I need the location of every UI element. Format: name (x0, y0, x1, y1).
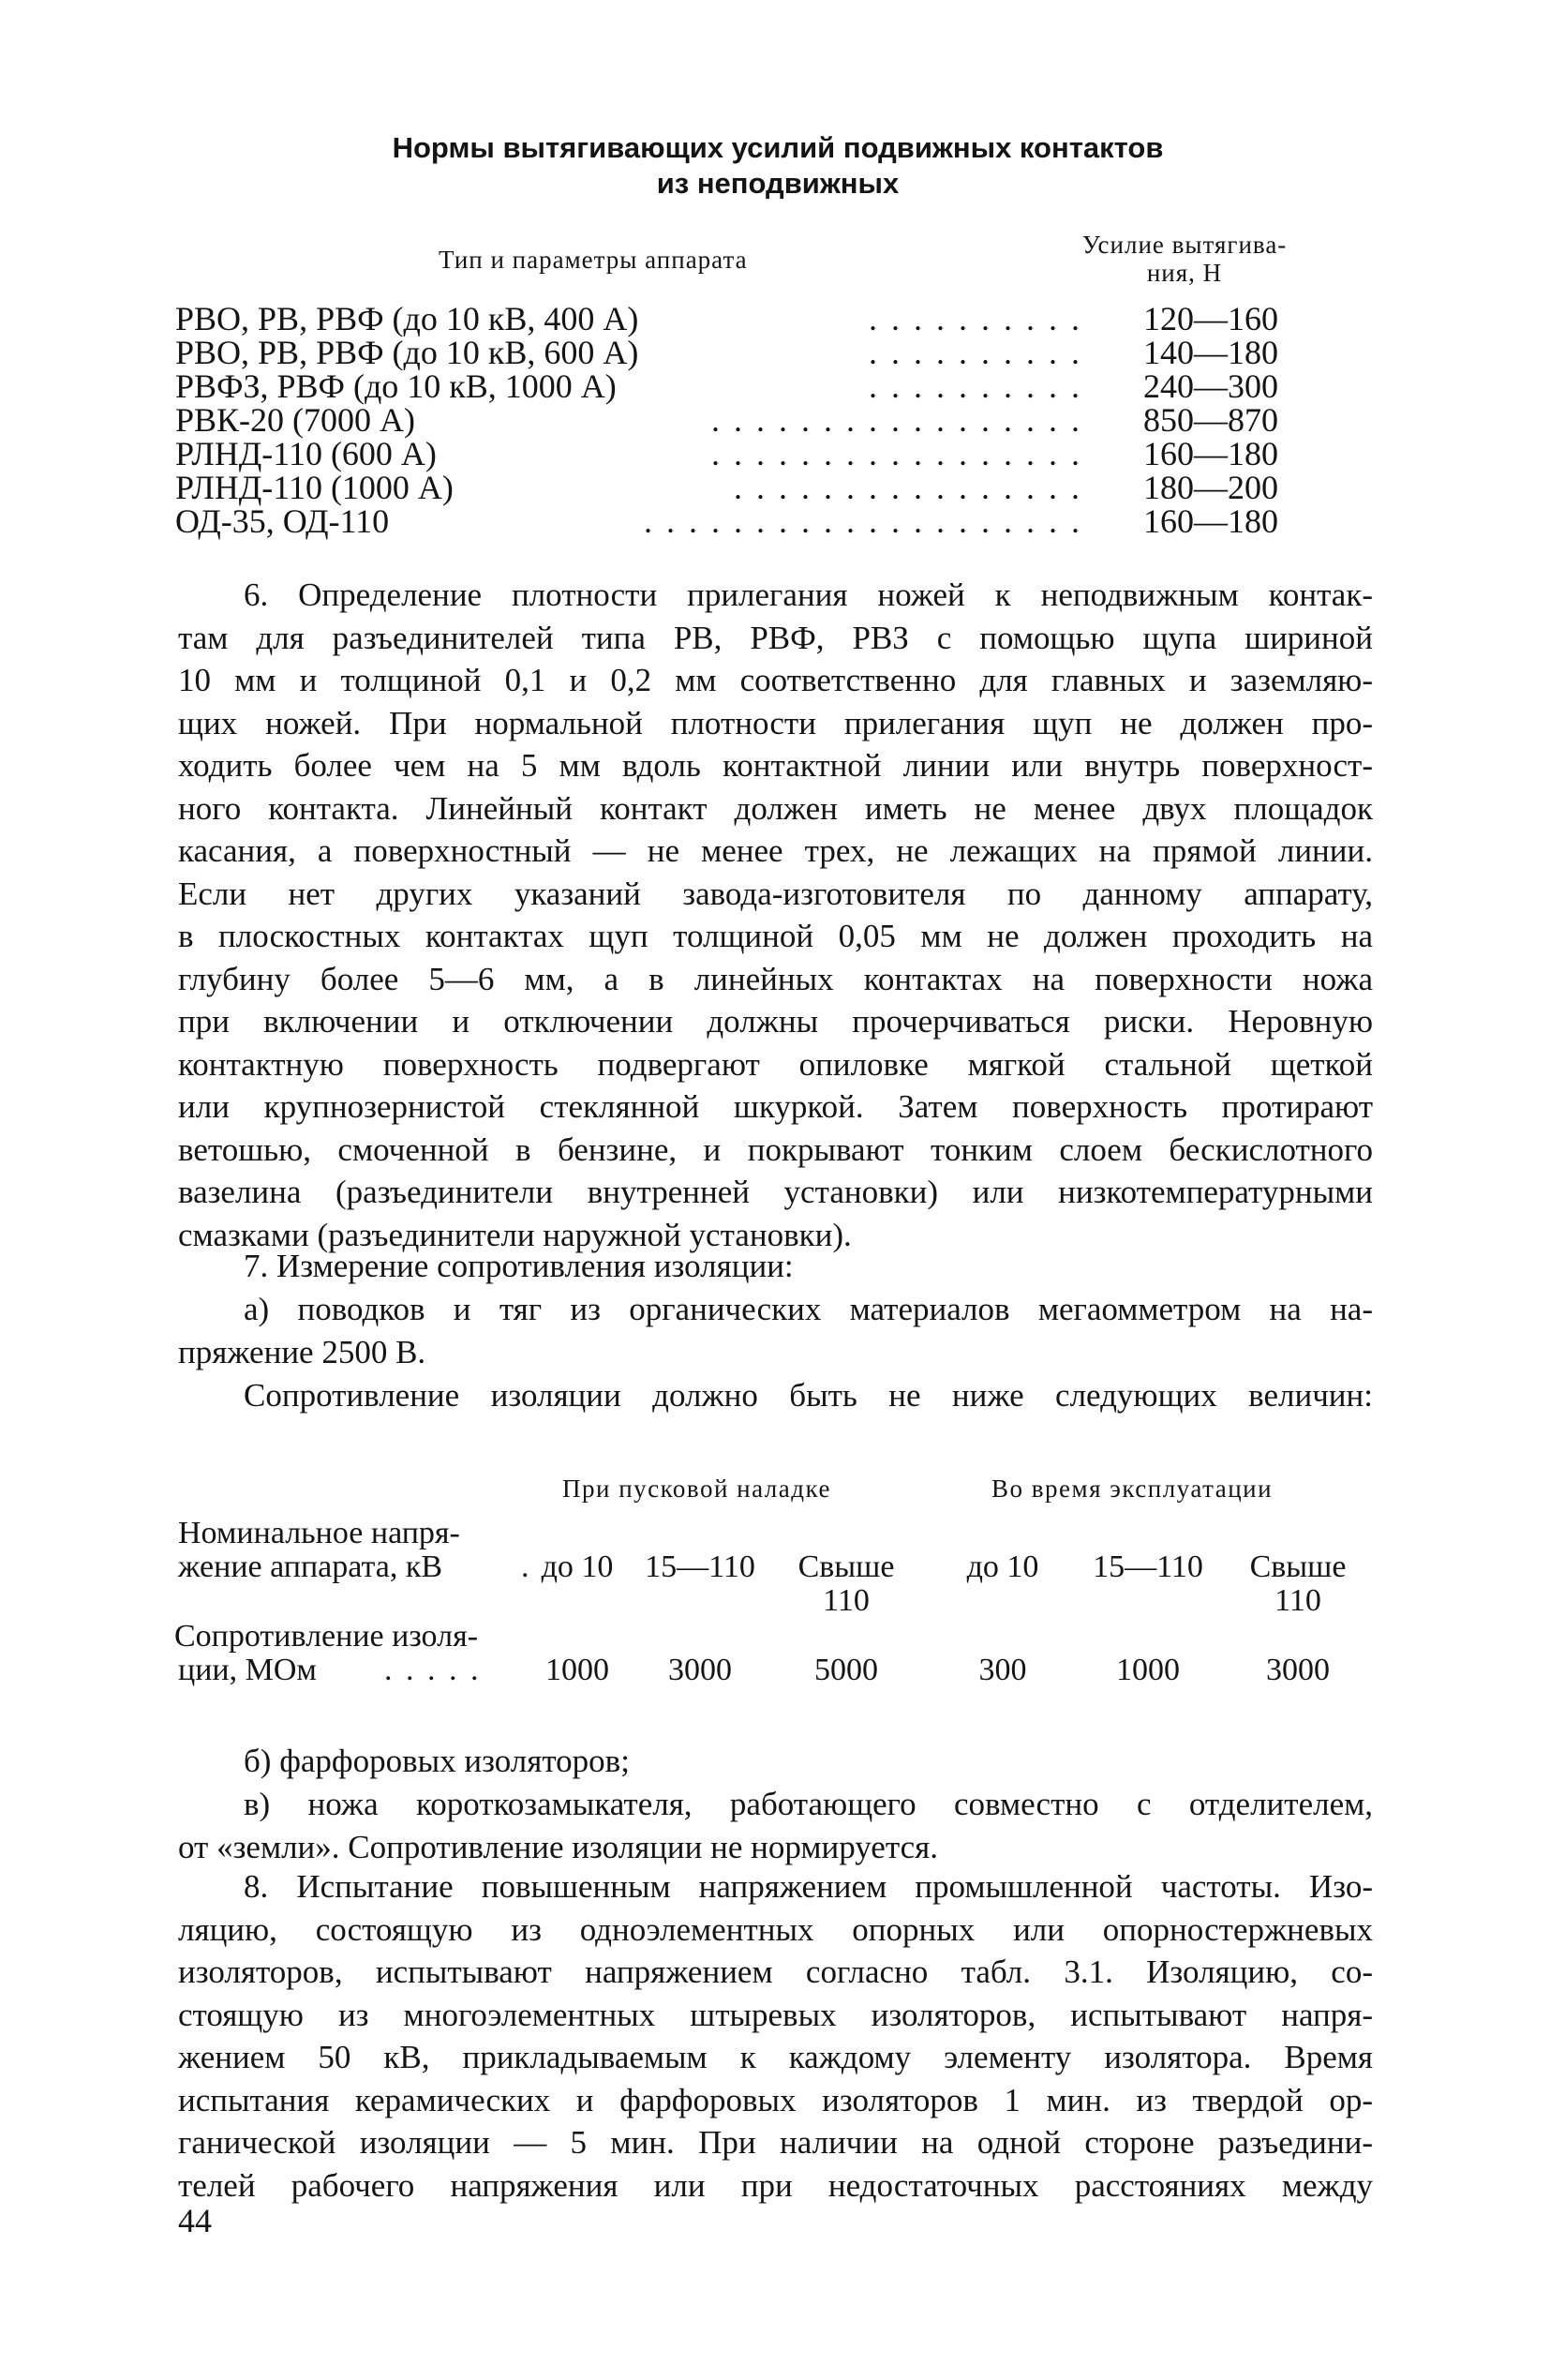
table2-row2-label-1: Сопротивление изоля- (174, 1619, 479, 1654)
table1-row-label: РВО, РВ, РВФ (до 10 кВ, 400 А) (175, 300, 639, 337)
paragraph-line: испытания керамических и фарфоровых изоляторов 1 мин. из твердой ор- (178, 2081, 1373, 2118)
section-title-line-2: из неподвижных (656, 167, 900, 200)
table2-cell: 3000 (1266, 1653, 1330, 1687)
table1-row-leader: . . . . . . . . . . . . . . . . . . . . (644, 502, 1082, 540)
table1-row (175, 504, 1300, 538)
section-title-line-1: Нормы вытягивающих усилий подвижных контактов (392, 131, 1164, 164)
table2-row1-label-1: Номинальное напря- (178, 1516, 460, 1550)
paragraph-line: 7. Измерение сопротивления изоляции: (244, 1248, 794, 1284)
table1-row-label: РВО, РВ, РВФ (до 10 кВ, 600 А) (175, 334, 639, 371)
resistance-intro (178, 1374, 1373, 1417)
table2-cell: 1000 (1116, 1653, 1180, 1687)
table2-row1-leader: . (521, 1549, 529, 1584)
table1-row-value: 850—870 (1143, 401, 1278, 439)
paragraph-line: 6. Определение плотности прилегания ножей к неподвижным контак- (244, 576, 1373, 613)
table1-row-value: 240—300 (1143, 367, 1278, 405)
paragraph-line: ветошью, смоченной в бензине, и покрывают тонким слоем бескислотного (178, 1130, 1373, 1168)
table1-row-label: ОД-35, ОД-110 (175, 502, 390, 540)
paragraph-line: смазками (разъединители наружной установки). (178, 1216, 852, 1253)
page-number: 44 (178, 2202, 212, 2239)
table1-row-label: РВФЗ, РВФ (до 10 кВ, 1000 А) (175, 367, 617, 405)
paragraph-7-heading (178, 1245, 1373, 1288)
paragraph-line: Сопротивление изоляции должно быть не ниже следующих величин: (244, 1377, 1373, 1414)
table1-row-leader: . . . . . . . . . . (869, 300, 1082, 337)
paragraph-line: вазелина (разъединители внутренней установки) или низкотемпературными (178, 1174, 1373, 1210)
paragraph-line: или крупнозернистой стеклянной шкуркой. Затем поверхность протирают (178, 1088, 1373, 1125)
paragraph-line: от «земли». Сопротивление изоляции не нормируется. (178, 1828, 938, 1865)
paragraph-line: а) поводков и тяг из органических материалов мегаомметром на на- (244, 1291, 1373, 1327)
paragraph-line: щих ножей. При нормальной плотности прилегания щуп не должен про- (178, 704, 1373, 741)
table1-row-leader: . . . . . . . . . . . . . . . . (734, 469, 1082, 506)
paragraph-line: при включении и отключении должны прочерчиваться риски. Неровную (178, 1003, 1373, 1040)
paragraph-line: телей рабочего напряжения или при недостаточных расстояниях между (178, 2166, 1373, 2204)
table1-row-leader: . . . . . . . . . . (869, 334, 1082, 371)
table2-header-operation: Во время эксплуатации (991, 1474, 1274, 1503)
table1-row-leader: . . . . . . . . . . . . . . . . . (711, 435, 1082, 472)
table2-cell: 110 (823, 1583, 870, 1618)
table1-row (175, 336, 1300, 369)
paragraph-line: Если нет других указаний завода-изготовителя по данному аппарату, (178, 875, 1373, 912)
table1-row-label: РЛНД-110 (600 А) (175, 435, 437, 472)
table1-row-value: 120—160 (1143, 300, 1278, 337)
table1-row-value: 140—180 (1143, 334, 1278, 371)
table1-header-force-2: ния, Н (1146, 259, 1223, 287)
table1-header-type: Тип и параметры аппарата (439, 246, 748, 274)
paragraph-line: пряжение 2500 В. (178, 1333, 426, 1370)
paragraph-line: 8. Испытание повышенным напряжением промышленной частоты. Изо- (244, 1868, 1373, 1905)
table2-cell: 3000 (668, 1653, 732, 1687)
table1-row-leader: . . . . . . . . . . (869, 367, 1082, 405)
table2-cell: Свыше (797, 1549, 895, 1584)
table1-row (175, 437, 1300, 471)
paragraph-line: изоляторов, испытывают напряжением согласно табл. 3.1. Изоляцию, со- (178, 1953, 1373, 1990)
table1-row (175, 403, 1300, 437)
paragraph-line: в) ножа короткозамыкателя, работающего совместно с отделителем, (244, 1786, 1373, 1822)
paragraph-line: касания, а поверхностный — не менее трех, не лежащих на прямой линии. (178, 832, 1373, 869)
table2-row2-leader: . . . . . (384, 1653, 482, 1687)
table2-row2-label-2: ции, МОм (178, 1653, 317, 1687)
paragraph-line: в плоскостных контактах щуп толщиной 0,05 мм не должен проходить на (178, 918, 1373, 954)
table2-cell: до 10 (966, 1549, 1039, 1584)
paragraph-line: там для разъединителей типа РВ, РВФ, РВЗ с помощью щупа шириной (178, 619, 1373, 656)
table2-row1-label-2: жение аппарата, кВ (178, 1549, 443, 1584)
paragraph-line: глубину более 5—6 мм, а в линейных контактах на поверхности ножа (178, 960, 1373, 997)
paragraph-line: контактную поверхность подвергают опиловке мягкой стальной щеткой (178, 1045, 1373, 1083)
table2-cell: 5000 (814, 1653, 878, 1687)
table2-cell: 15—110 (645, 1549, 755, 1584)
paragraph-line: ходить более чем на 5 мм вдоль контактной линии или внутрь поверхност- (178, 747, 1373, 784)
paragraph-7c (178, 1783, 1373, 1868)
paragraph-6 (178, 574, 1373, 1256)
paragraph-7a (178, 1288, 1373, 1373)
table2-cell: до 10 (541, 1549, 614, 1584)
paragraph-7b (178, 1740, 1373, 1783)
table1-row-label: РЛНД-110 (1000 А) (175, 469, 454, 506)
table1-row-leader: . . . . . . . . . . . . . . . . . (711, 401, 1082, 439)
paragraph-line: стоящую из многоэлементных штыревых изоляторов, испытывают напря- (178, 1996, 1373, 2033)
table1-row (175, 471, 1300, 504)
table2-cell: Свыше (1249, 1549, 1347, 1584)
table2-cell: 110 (1274, 1583, 1321, 1618)
paragraph-line: ного контакта. Линейный контакт должен иметь не менее двух площадок (178, 789, 1373, 827)
paragraph-line: жением 50 кВ, прикладываемым к каждому элементу изолятора. Время (178, 2039, 1373, 2075)
table2-cell: 15—110 (1093, 1549, 1203, 1584)
paragraph-line: ляцию, состоящую из одноэлементных опорных или опорностержневых (178, 1910, 1373, 1948)
table2-cell: 300 (978, 1653, 1027, 1687)
table2-header-commissioning: При пусковой наладке (562, 1474, 831, 1503)
table2-cell: 1000 (545, 1653, 609, 1687)
paragraph-line: 10 мм и толщиной 0,1 и 0,2 мм соответственно для главных и заземляю- (178, 662, 1373, 698)
table1-header-force-1: Усилие вытягива- (1081, 231, 1288, 259)
paragraph-line: б) фарфоровых изоляторов; (244, 1743, 630, 1779)
table1-row (175, 302, 1300, 336)
table1-row-value: 180—200 (1143, 469, 1278, 506)
table1-row-label: РВК-20 (7000 А) (175, 401, 416, 439)
paragraph-line: ганической изоляции — 5 мин. При наличии на одной стороне разъедини- (178, 2124, 1373, 2161)
table1-row-value: 160—180 (1143, 502, 1278, 540)
paragraph-8 (178, 1865, 1373, 2207)
table1-row (175, 369, 1300, 403)
table1-row-value: 160—180 (1143, 435, 1278, 472)
